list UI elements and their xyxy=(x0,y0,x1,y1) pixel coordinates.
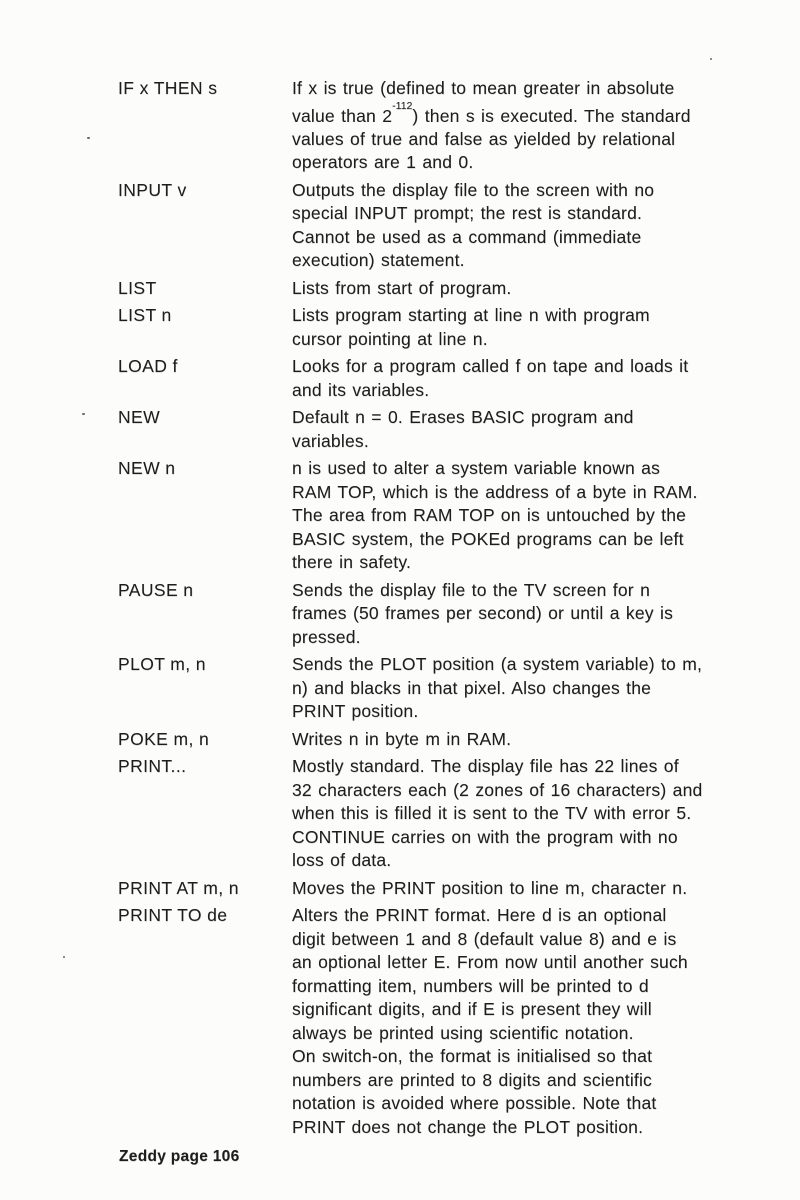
definition-line: The area from RAM TOP on is untouched by the xyxy=(292,505,687,526)
command-term: POKE m, n xyxy=(118,728,210,749)
command-definition xyxy=(292,653,702,724)
command-term: PRINT... xyxy=(118,756,187,777)
glossary-entry xyxy=(118,277,702,301)
command-term: LOAD f xyxy=(118,356,178,377)
command-term: NEW n xyxy=(118,458,176,479)
definition-line: formatting item, numbers will be printed to d xyxy=(292,975,649,996)
definition-line: On switch-on, the format is initialised so that xyxy=(292,1046,653,1067)
definition-line: BASIC system, the POKEd programs can be left xyxy=(292,528,684,549)
command-term: PAUSE n xyxy=(118,579,194,600)
definition-line: frames (50 frames per second) or until a key is xyxy=(292,603,674,624)
glossary-entry xyxy=(118,406,702,453)
definition-line: Writes n in byte m in RAM. xyxy=(292,728,512,749)
definition-line: value than $2^{-112}$) then s is executed. The standard xyxy=(292,99,691,126)
command-term: NEW xyxy=(118,407,161,428)
definition-line: an optional letter E. From now until another such xyxy=(292,952,688,973)
glossary-entry xyxy=(118,304,702,351)
glossary-entry xyxy=(118,904,702,1139)
definition-line: Sends the PLOT position (a system variable) to m, xyxy=(292,654,703,675)
glossary-entry xyxy=(118,755,702,873)
definition-line: special INPUT prompt; the rest is standard. xyxy=(292,203,643,224)
command-term: LIST xyxy=(118,277,157,298)
definition-line: numbers are printed to 8 digits and scientific xyxy=(292,1069,653,1090)
definition-line: Lists from start of program. xyxy=(292,277,512,298)
definition-line: execution) statement. xyxy=(292,250,465,271)
definition-line: 32 characters each (2 zones of 16 characters) and xyxy=(292,779,703,800)
command-definition xyxy=(292,755,702,873)
command-term: INPUT v xyxy=(118,179,187,200)
definition-line: Outputs the display file to the screen with no xyxy=(292,179,655,200)
glossary-entry xyxy=(118,77,702,175)
command-term: LIST n xyxy=(118,305,172,326)
superscript-exponent: -112 xyxy=(392,99,413,112)
command-definition xyxy=(292,457,698,575)
command-definition xyxy=(292,277,512,301)
definition-line: Alters the PRINT format. Here d is an optional xyxy=(292,905,667,926)
command-definition xyxy=(292,77,691,175)
glossary-entry xyxy=(118,355,702,402)
definition-line: Sends the display file to the TV screen for n xyxy=(292,579,650,600)
definition-line: CONTINUE carries on with the program with no xyxy=(292,826,678,847)
definition-line: pressed. xyxy=(292,626,361,647)
glossary-entry xyxy=(118,653,702,724)
command-term: PRINT AT m, n xyxy=(118,877,239,898)
command-definition xyxy=(292,179,654,273)
command-definition xyxy=(292,904,688,1139)
definition-line: significant digits, and if E is present they will xyxy=(292,999,652,1020)
definition-line: variables. xyxy=(292,430,369,451)
definition-line: there in safety. xyxy=(292,552,412,573)
definition-line: n is used to alter a system variable known as xyxy=(292,458,661,479)
definition-line: always be printed using scientific notation. xyxy=(292,1022,634,1043)
glossary-entry xyxy=(118,457,702,575)
definition-line: loss of data. xyxy=(292,850,392,871)
command-definition xyxy=(292,728,511,752)
command-term: PLOT m, n xyxy=(118,654,206,675)
command-definition xyxy=(292,304,650,351)
definition-line: PRINT does not change the PLOT position. xyxy=(292,1116,644,1137)
scan-speck xyxy=(82,413,85,415)
glossary-entry xyxy=(118,877,702,901)
glossary-entry xyxy=(118,179,702,273)
command-definition xyxy=(292,406,634,453)
definition-line: PRINT position. xyxy=(292,701,419,722)
definition-line: operators are 1 and 0. xyxy=(292,152,474,173)
definition-line: Moves the PRINT position to line m, character n. xyxy=(292,877,688,898)
definition-line: cursor pointing at line n. xyxy=(292,328,488,349)
definition-line: Mostly standard. The display file has 22 lines of xyxy=(292,756,679,777)
scan-speck xyxy=(63,956,65,958)
definition-line: Cannot be used as a command (immediate xyxy=(292,226,642,247)
page-footer: Zeddy page 106 xyxy=(119,1148,240,1165)
command-term: PRINT TO de xyxy=(118,905,228,926)
definition-line: Looks for a program called f on tape and loads it xyxy=(292,356,689,377)
glossary-entry xyxy=(118,728,702,752)
definition-line: and its variables. xyxy=(292,379,430,400)
definition-line: n) and blacks in that pixel. Also changes the xyxy=(292,677,652,698)
glossary-entry xyxy=(118,579,702,650)
definition-line: Lists program starting at line n with program xyxy=(292,305,650,326)
command-glossary xyxy=(118,77,702,1143)
command-definition xyxy=(292,877,687,901)
definition-line: If x is true (defined to mean greater in absolute xyxy=(292,78,675,98)
scan-speck xyxy=(87,137,90,139)
scan-speck xyxy=(710,58,712,60)
command-definition xyxy=(292,355,688,402)
definition-line: values of true and false as yielded by relational xyxy=(292,128,676,149)
command-term: IF x THEN s xyxy=(118,78,218,98)
definition-line: RAM TOP, which is the address of a byte in RAM. xyxy=(292,481,698,502)
definition-line: digit between 1 and 8 (default value 8) and e is xyxy=(292,928,677,949)
definition-line: notation is avoided where possible. Note that xyxy=(292,1093,657,1114)
definition-line: Default n = 0. Erases BASIC program and xyxy=(292,407,634,428)
definition-line: when this is filled it is sent to the TV with error 5. xyxy=(292,803,692,824)
command-definition xyxy=(292,579,673,650)
